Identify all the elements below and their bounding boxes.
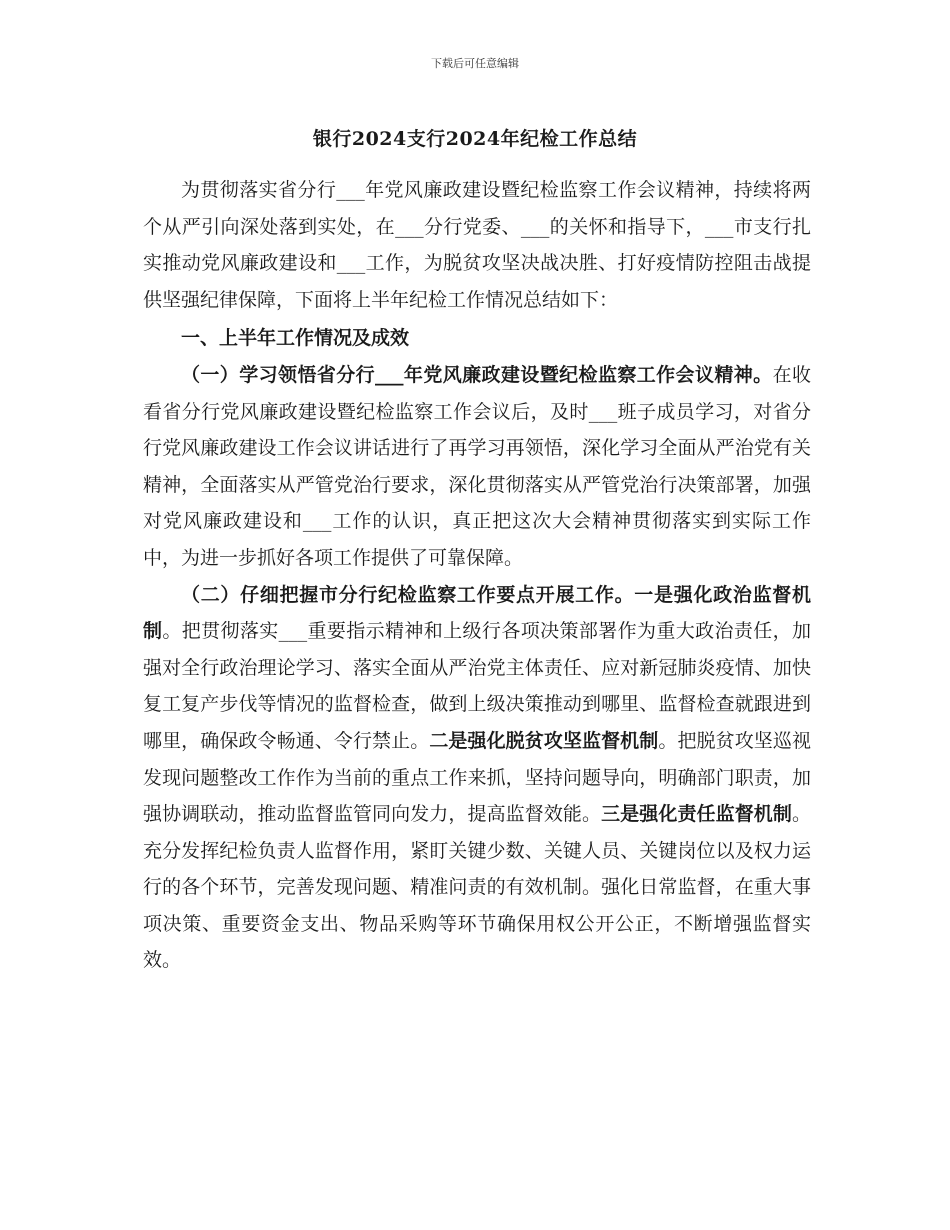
- paragraph-supervision-text-b: 。把脱贫攻坚巡视发现问题整改工作作为当前的重点工作来抓，坚持问题导向，明确部门职责，加强协调联动，推动监督监管同向发力，提高监督效能。: [143, 729, 811, 826]
- header-note: 下载后可任意编辑: [431, 57, 519, 70]
- paragraph-supervision-subheading-c: 三是强化责任监督机制: [601, 803, 792, 826]
- paragraph-supervision: [143, 577, 811, 980]
- paragraph-supervision-subheading-b: 二是强化脱贫攻坚监督机制: [429, 729, 659, 752]
- intro-paragraph: 为贯彻落实省分行___年党风廉政建设暨纪检监察工作会议精神，持续将两个从严引向深处落到实处，在___分行党委、___的关怀和指导下，___市支行扎实推动党风廉政建设和___工作，为脱贫攻坚决战决胜、打好疫情防控阻击战提供坚强纪律保障，下面将上半年纪检工作情况总结如下：: [143, 179, 811, 311]
- document-title: 银行2024支行2024年纪检工作总结: [312, 128, 638, 150]
- paragraph-supervision-text-c: 。充分发挥纪检负责人监督作用，紧盯关键少数、关键人员、关键岗位以及权力运行的各个环节，完善发现问题、精准问责的有效机制。强化日常监督，在重大事项决策、重要资金支出、物品采购等环节确保用权公开公正，不断增强监督实效。: [143, 803, 811, 972]
- section-heading: 一、上半年工作情况及成效: [181, 327, 410, 350]
- paragraph-study-heading: （一）学习领悟省分行___年党风廉政建设暨纪检监察工作会议精神。: [181, 363, 773, 386]
- paragraph-supervision-heading: （二）仔细把握市分行纪检监察工作要点开展工作。一是强化政治监督机制: [143, 583, 811, 643]
- document-body: [143, 172, 811, 979]
- paragraph-supervision-text-a: 。把贯彻落实___重要指示精神和上级行各项决策部署作为重大政治责任，加强对全行政治理论学习、落实全面从严治党主体责任、应对新冠肺炎疫情、加快复工复产步伐等情况的监督检查，做到上级决策推动到哪里、监督检查就跟进到哪里，确保政令畅通、令行禁止。: [143, 620, 811, 752]
- paragraph-study-text: 在收看省分行党风廉政建设暨纪检监察工作会议后，及时___班子成员学习，对省分行党风廉政建设工作会议讲话进行了再学习再领悟，深化学习全面从严治党有关精神，全面落实从严管党治行要求，深化贯彻落实从严管党治行决策部署，加强对党风廉政建设和___工作的认识，真正把这次大会精神贯彻落实到实际工作中，为进一步抓好各项工作提供了可靠保障。: [143, 363, 811, 569]
- paragraph-study: [143, 357, 811, 577]
